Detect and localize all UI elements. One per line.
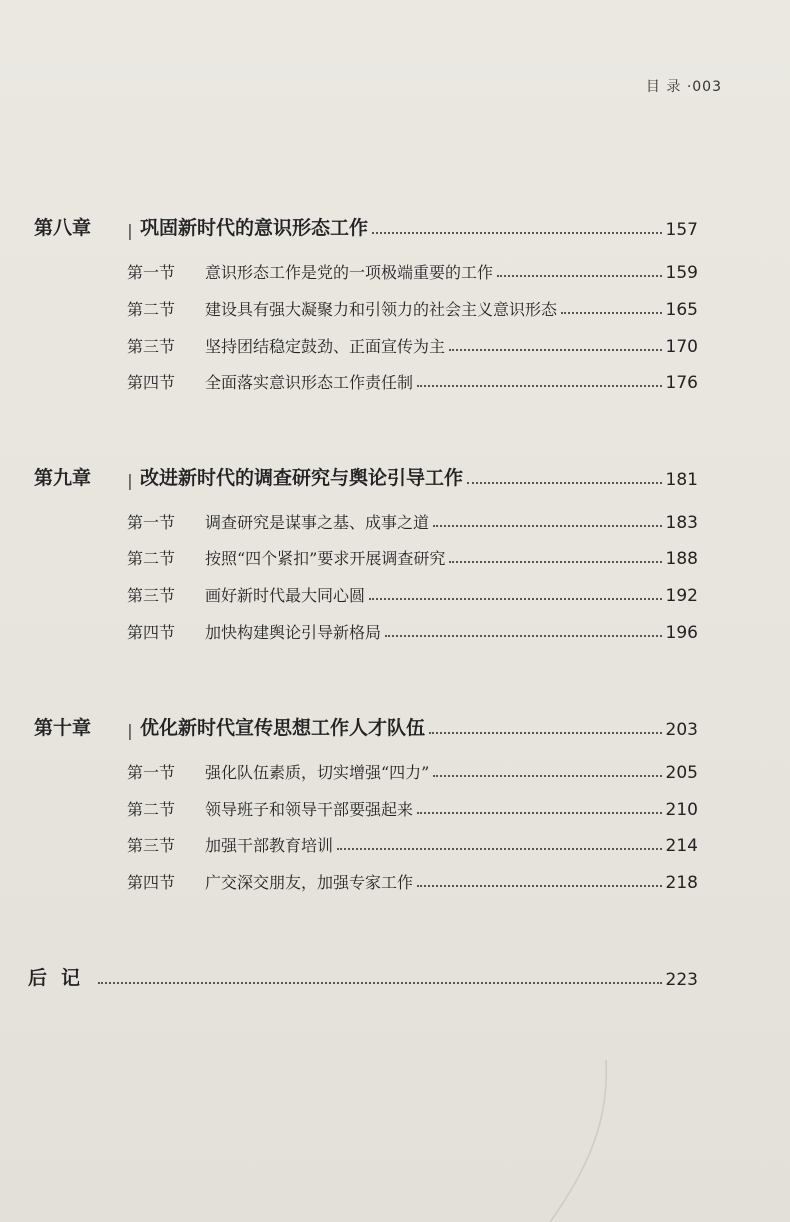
- chapter-title: 改进新时代的调查研究与舆论引导工作: [140, 467, 464, 489]
- section-number: 第一节: [127, 513, 176, 532]
- section-page: 170: [665, 337, 698, 357]
- chapter-divider: |: [127, 221, 133, 240]
- section-number: 第二节: [127, 549, 176, 568]
- section-number: 第四节: [127, 373, 176, 392]
- chapter-title: 巩固新时代的意识形态工作: [140, 217, 369, 239]
- leader-dots: [372, 231, 662, 234]
- section-page: 218: [665, 873, 698, 893]
- chapter-divider: |: [127, 471, 133, 490]
- section-page: 196: [665, 623, 698, 643]
- section-title: 画好新时代最大同心圆: [205, 586, 366, 605]
- section-number: 第三节: [127, 836, 176, 855]
- chapter-entry: [34, 212, 698, 240]
- header-page-number: 003: [692, 79, 722, 95]
- section-entry: [127, 869, 698, 893]
- header-separator: ·: [686, 79, 693, 95]
- section-title: 建设具有强大凝聚力和引领力的社会主义意识形态: [205, 300, 558, 319]
- leader-dots: [561, 311, 662, 314]
- chapter-page: 181: [665, 470, 698, 490]
- chapter-number: 第十章: [34, 717, 92, 739]
- postscript-page: 223: [665, 970, 698, 990]
- postscript-title: 后记: [28, 967, 95, 989]
- section-entry: [127, 832, 698, 856]
- section-entry: [127, 509, 698, 533]
- chapter-number: 第九章: [34, 467, 92, 489]
- section-page: 176: [665, 373, 698, 393]
- leader-dots: [98, 981, 662, 984]
- leader-dots: [385, 634, 662, 637]
- leader-dots: [417, 384, 662, 387]
- section-title: 强化队伍素质，切实增强“四力”: [205, 763, 430, 782]
- section-page: 188: [665, 549, 698, 569]
- section-entry: [127, 619, 698, 643]
- section-title: 领导班子和领导干部要强起来: [205, 800, 414, 819]
- section-entry: [127, 545, 698, 569]
- section-title: 按照“四个紧扣”要求开展调查研究: [205, 549, 446, 568]
- section-entry: [127, 369, 698, 393]
- section-number: 第一节: [127, 763, 176, 782]
- section-title: 加快构建舆论引导新格局: [205, 623, 382, 642]
- paper-crease: [540, 1060, 620, 1222]
- chapter-entry: [34, 462, 698, 490]
- section-title: 加强干部教育培训: [205, 836, 334, 855]
- section-entry: [127, 759, 698, 783]
- section-page: 192: [665, 586, 698, 606]
- leader-dots: [449, 560, 661, 563]
- chapter-divider: |: [127, 721, 133, 740]
- leader-dots: [433, 774, 661, 777]
- leader-dots: [467, 481, 662, 484]
- leader-dots: [449, 348, 662, 351]
- leader-dots: [417, 884, 662, 887]
- section-number: 第二节: [127, 300, 176, 319]
- section-number: 第四节: [127, 873, 176, 892]
- section-page: 214: [665, 836, 698, 856]
- leader-dots: [497, 274, 662, 277]
- postscript-entry: [28, 962, 698, 990]
- leader-dots: [433, 524, 662, 527]
- section-entry: [127, 796, 698, 820]
- section-page: 183: [665, 513, 698, 533]
- section-entry: [127, 333, 698, 357]
- leader-dots: [417, 811, 662, 814]
- chapter-title: 优化新时代宣传思想工作人才队伍: [140, 717, 426, 739]
- section-page: 205: [665, 763, 698, 783]
- chapter-page: 157: [665, 220, 698, 240]
- section-title: 意识形态工作是党的一项极端重要的工作: [205, 263, 494, 282]
- section-entry: [127, 296, 698, 320]
- section-entry: [127, 259, 698, 283]
- leader-dots: [369, 597, 662, 600]
- section-page: 165: [665, 300, 698, 320]
- section-number: 第三节: [127, 337, 176, 356]
- section-page: 159: [665, 263, 698, 283]
- section-page: 210: [665, 800, 698, 820]
- running-header: [646, 76, 722, 96]
- section-number: 第四节: [127, 623, 176, 642]
- section-number: 第三节: [127, 586, 176, 605]
- section-number: 第二节: [127, 800, 176, 819]
- leader-dots: [337, 847, 662, 850]
- section-number: 第一节: [127, 263, 176, 282]
- chapter-number: 第八章: [34, 217, 92, 239]
- section-title: 调查研究是谋事之基、成事之道: [205, 513, 430, 532]
- chapter-page: 203: [665, 720, 698, 740]
- header-label: 目 录: [645, 79, 682, 95]
- section-title: 全面落实意识形态工作责任制: [205, 373, 414, 392]
- leader-dots: [429, 731, 662, 734]
- section-title: 坚持团结稳定鼓劲、正面宣传为主: [205, 337, 446, 356]
- chapter-entry: [34, 712, 698, 740]
- section-entry: [127, 582, 698, 606]
- section-title: 广交深交朋友，加强专家工作: [205, 873, 414, 892]
